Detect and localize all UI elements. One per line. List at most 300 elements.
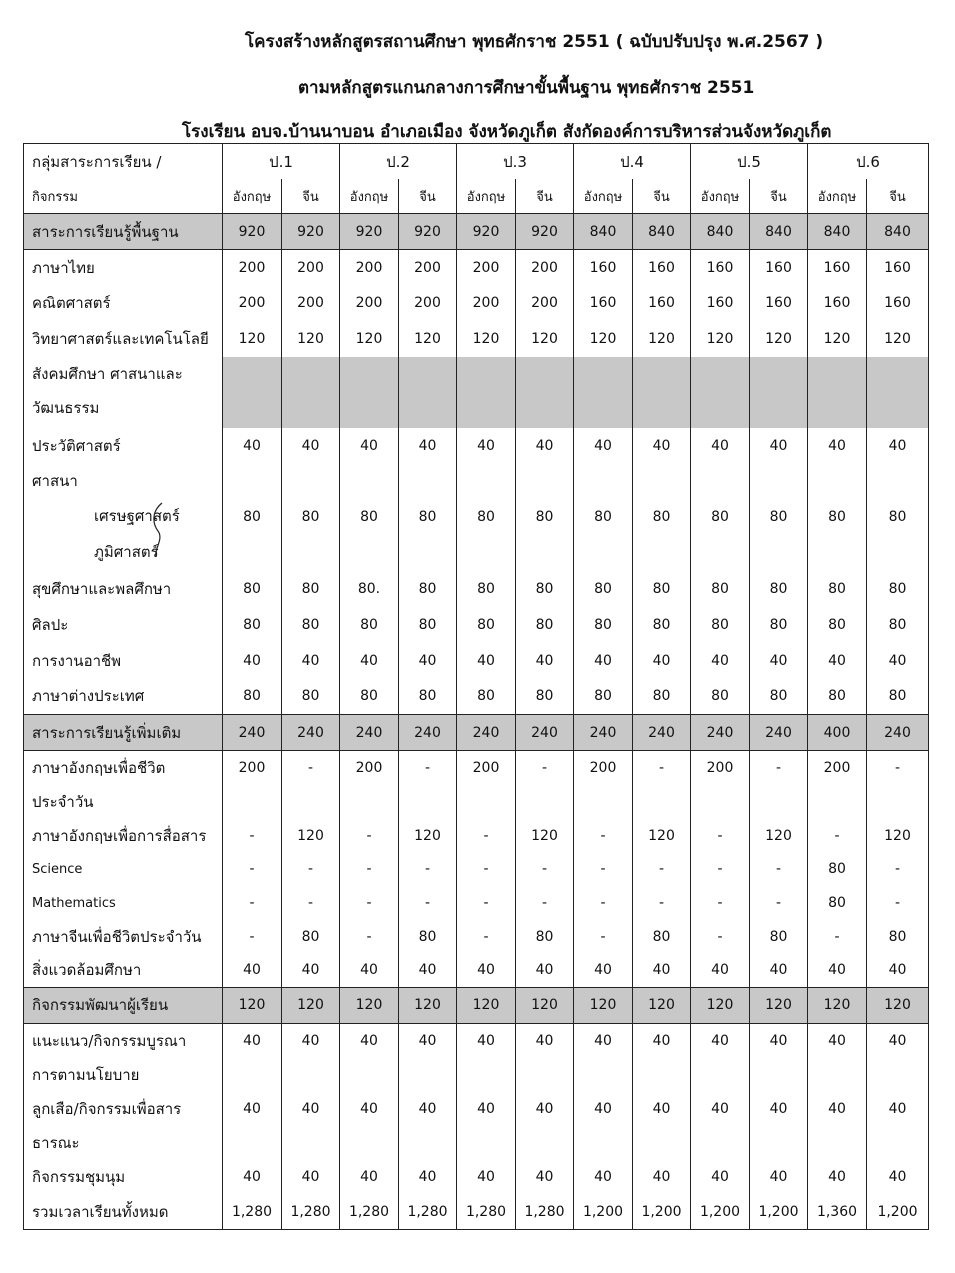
value-cell: 40 bbox=[223, 428, 282, 464]
value-cell: - bbox=[399, 751, 457, 820]
value-cell: 120 bbox=[867, 321, 929, 357]
value-cell: 80 bbox=[516, 464, 574, 571]
value-cell: 200 bbox=[282, 286, 340, 321]
value-cell: 840 bbox=[691, 214, 750, 250]
value-cell: 1,280 bbox=[223, 1195, 282, 1230]
value-cell: 80 bbox=[808, 886, 867, 920]
row-label bbox=[24, 751, 223, 820]
table-row bbox=[24, 1092, 929, 1160]
value-cell: - bbox=[633, 852, 691, 886]
value-cell: 160 bbox=[633, 286, 691, 321]
value-cell: 40 bbox=[808, 1160, 867, 1195]
value-cell: 40 bbox=[867, 954, 929, 987]
value-cell: 1,200 bbox=[633, 1195, 691, 1230]
value-cell: 40 bbox=[516, 954, 574, 987]
value-cell: 80 bbox=[457, 607, 516, 643]
grade-header: ป.5 bbox=[691, 144, 808, 180]
value-cell: - bbox=[223, 819, 282, 852]
value-cell: 80 bbox=[867, 464, 929, 571]
value-cell: 1,280 bbox=[282, 1195, 340, 1230]
value-cell: 120 bbox=[399, 987, 457, 1023]
value-cell: - bbox=[282, 852, 340, 886]
value-cell: 40 bbox=[340, 954, 399, 987]
value-cell: 40 bbox=[574, 1092, 633, 1160]
value-cell: 80 bbox=[457, 464, 516, 571]
value-cell: 200 bbox=[340, 751, 399, 820]
value-cell: 80 bbox=[633, 571, 691, 607]
value-cell: 40 bbox=[691, 643, 750, 679]
row-label bbox=[24, 987, 223, 1023]
value-cell: 40 bbox=[574, 428, 633, 464]
value-cell: 80 bbox=[223, 571, 282, 607]
value-cell: 40 bbox=[691, 1023, 750, 1092]
value-cell: - bbox=[574, 886, 633, 920]
value-cell: - bbox=[340, 920, 399, 954]
value-cell: 40 bbox=[691, 1092, 750, 1160]
value-cell: 40 bbox=[633, 1092, 691, 1160]
table-row bbox=[24, 751, 929, 820]
value-cell: 1,200 bbox=[691, 1195, 750, 1230]
value-cell: - bbox=[516, 852, 574, 886]
value-cell: 240 bbox=[633, 715, 691, 751]
value-cell: 160 bbox=[750, 250, 808, 286]
value-cell: - bbox=[808, 920, 867, 954]
value-cell: 120 bbox=[867, 819, 929, 852]
value-cell bbox=[750, 357, 808, 428]
row-label-text: วิทยาศาสตร์และเทคโนโลยี bbox=[32, 329, 209, 348]
value-cell: 40 bbox=[516, 1092, 574, 1160]
value-cell: 40 bbox=[282, 1092, 340, 1160]
value-cell: 160 bbox=[867, 286, 929, 321]
value-cell: 240 bbox=[867, 715, 929, 751]
value-cell: 80 bbox=[516, 679, 574, 715]
curriculum-table bbox=[23, 143, 929, 1230]
value-cell: 240 bbox=[750, 715, 808, 751]
track-header: จีน bbox=[399, 179, 457, 214]
value-cell: 160 bbox=[867, 250, 929, 286]
value-cell: 80 bbox=[691, 679, 750, 715]
value-cell: 80 bbox=[808, 607, 867, 643]
value-cell: 80 bbox=[808, 679, 867, 715]
table-row bbox=[24, 250, 929, 286]
value-cell: 40 bbox=[574, 954, 633, 987]
value-cell: 1,280 bbox=[457, 1195, 516, 1230]
value-cell: 1,200 bbox=[750, 1195, 808, 1230]
table-body bbox=[24, 144, 929, 1230]
value-cell: 160 bbox=[750, 286, 808, 321]
row-label bbox=[24, 428, 223, 464]
table-row bbox=[24, 1160, 929, 1195]
value-cell: 80 bbox=[399, 571, 457, 607]
value-cell: 40 bbox=[223, 1092, 282, 1160]
value-cell: 80 bbox=[574, 464, 633, 571]
row-label bbox=[24, 1092, 223, 1160]
value-cell: 40 bbox=[282, 643, 340, 679]
row-label bbox=[24, 643, 223, 679]
value-cell: 200 bbox=[340, 286, 399, 321]
value-cell: 1,360 bbox=[808, 1195, 867, 1230]
value-cell: - bbox=[633, 886, 691, 920]
value-cell: 80 bbox=[691, 464, 750, 571]
value-cell: - bbox=[691, 819, 750, 852]
value-cell: 80 bbox=[808, 852, 867, 886]
value-cell: 40 bbox=[457, 1092, 516, 1160]
value-cell bbox=[691, 357, 750, 428]
value-cell: 40 bbox=[340, 428, 399, 464]
value-cell bbox=[574, 357, 633, 428]
row-label-text: สาระการเรียนรู้เพิ่มเติม bbox=[32, 723, 182, 742]
value-cell: 80 bbox=[574, 607, 633, 643]
value-cell: 240 bbox=[516, 715, 574, 751]
value-cell: 80 bbox=[867, 920, 929, 954]
table-row bbox=[24, 954, 929, 987]
value-cell: 40 bbox=[867, 428, 929, 464]
value-cell: 40 bbox=[282, 1023, 340, 1092]
value-cell bbox=[516, 357, 574, 428]
row-label bbox=[24, 954, 223, 987]
value-cell: 40 bbox=[808, 1023, 867, 1092]
value-cell: 40 bbox=[457, 643, 516, 679]
value-cell: 40 bbox=[808, 1092, 867, 1160]
row-label bbox=[24, 679, 223, 715]
value-cell: 40 bbox=[750, 643, 808, 679]
row-label-text: สาระการเรียนรู้พื้นฐาน bbox=[32, 222, 179, 241]
value-cell: 200 bbox=[457, 751, 516, 820]
title-line-3: โรงเรียน อบจ.บ้านนาบอน อำเภอเมือง จังหวัดภูเก็ต สังกัดองค์การบริหารส่วนจังหวัดภูเก็ต bbox=[182, 122, 832, 142]
value-cell: 40 bbox=[633, 1160, 691, 1195]
value-cell: 40 bbox=[808, 954, 867, 987]
value-cell: - bbox=[457, 920, 516, 954]
value-cell: 1,280 bbox=[516, 1195, 574, 1230]
value-cell bbox=[340, 357, 399, 428]
value-cell: 400 bbox=[808, 715, 867, 751]
row-label bbox=[24, 819, 223, 852]
row-label bbox=[24, 1023, 223, 1092]
track-header: อังกฤษ bbox=[223, 179, 282, 214]
value-cell: 80 bbox=[750, 571, 808, 607]
value-cell: 40 bbox=[223, 1023, 282, 1092]
row-label-text: แนะแนว/กิจกรรมบูรณาการตามนโยบาย bbox=[32, 1031, 187, 1084]
value-cell: 200 bbox=[457, 250, 516, 286]
value-cell: 120 bbox=[574, 987, 633, 1023]
value-cell: 80 bbox=[633, 679, 691, 715]
value-cell: 80 bbox=[340, 607, 399, 643]
value-cell: 240 bbox=[399, 715, 457, 751]
value-cell: - bbox=[399, 886, 457, 920]
value-cell: 120 bbox=[750, 321, 808, 357]
value-cell: - bbox=[691, 886, 750, 920]
value-cell: 120 bbox=[633, 987, 691, 1023]
value-cell: - bbox=[574, 852, 633, 886]
track-header: อังกฤษ bbox=[574, 179, 633, 214]
table-row bbox=[24, 357, 929, 428]
value-cell: 40 bbox=[223, 643, 282, 679]
row-label-text: การงานอาชีพ bbox=[32, 651, 122, 670]
value-cell bbox=[867, 357, 929, 428]
track-header: อังกฤษ bbox=[457, 179, 516, 214]
value-cell: 200 bbox=[399, 286, 457, 321]
section-row bbox=[24, 715, 929, 751]
value-cell: 40 bbox=[399, 954, 457, 987]
corner-label-1: กลุ่มสาระการเรียน / bbox=[24, 144, 223, 180]
value-cell: 40 bbox=[282, 954, 340, 987]
value-cell: - bbox=[223, 886, 282, 920]
value-cell: 40 bbox=[750, 1092, 808, 1160]
row-label bbox=[24, 886, 223, 920]
value-cell: 200 bbox=[457, 286, 516, 321]
value-cell: 80 bbox=[399, 679, 457, 715]
value-cell: 120 bbox=[633, 321, 691, 357]
row-label-text: ภาษาอังกฤษเพื่อชีวิตประจำวัน bbox=[32, 759, 166, 811]
value-cell: 840 bbox=[750, 214, 808, 250]
value-cell: 80 bbox=[633, 464, 691, 571]
value-cell: 40 bbox=[282, 1160, 340, 1195]
value-cell: - bbox=[750, 751, 808, 820]
row-label-text: คณิตศาสตร์ bbox=[32, 294, 111, 312]
value-cell: 40 bbox=[633, 954, 691, 987]
row-label-text: Mathematics bbox=[32, 895, 116, 911]
value-cell: 120 bbox=[340, 987, 399, 1023]
handwritten-bracket-mark bbox=[150, 501, 166, 559]
value-cell: 40 bbox=[867, 1092, 929, 1160]
row-label-text: ภาษาต่างประเทศ bbox=[32, 687, 145, 706]
table-row bbox=[24, 886, 929, 920]
row-label-text: สังคมศึกษา ศาสนาและวัฒนธรรม bbox=[32, 364, 183, 417]
value-cell: 80 bbox=[223, 607, 282, 643]
value-cell: - bbox=[340, 886, 399, 920]
value-cell: 40 bbox=[457, 1023, 516, 1092]
value-cell: 200 bbox=[808, 751, 867, 820]
value-cell: 40 bbox=[457, 1160, 516, 1195]
row-label-text: ภาษาจีนเพื่อชีวิตประจำวัน bbox=[32, 928, 202, 946]
value-cell: 40 bbox=[457, 954, 516, 987]
value-cell: 160 bbox=[633, 250, 691, 286]
value-cell: 120 bbox=[457, 321, 516, 357]
value-cell: 200 bbox=[691, 751, 750, 820]
value-cell: 120 bbox=[750, 819, 808, 852]
value-cell: 120 bbox=[691, 321, 750, 357]
value-cell: 40 bbox=[691, 954, 750, 987]
value-cell: - bbox=[750, 852, 808, 886]
value-cell: 40 bbox=[750, 1023, 808, 1092]
row-label-main: ศาสนา bbox=[32, 471, 78, 490]
value-cell: 120 bbox=[399, 321, 457, 357]
value-cell: 40 bbox=[282, 428, 340, 464]
row-label-text: สุขศึกษาและพลศึกษา bbox=[32, 579, 172, 598]
value-cell: 40 bbox=[516, 1023, 574, 1092]
value-cell: 40 bbox=[691, 428, 750, 464]
row-label-text: สิ่งแวดล้อมศึกษา bbox=[32, 961, 142, 980]
value-cell: - bbox=[808, 819, 867, 852]
value-cell: - bbox=[574, 819, 633, 852]
grade-header: ป.1 bbox=[223, 144, 340, 180]
value-cell: 1,200 bbox=[867, 1195, 929, 1230]
value-cell: 40 bbox=[867, 1160, 929, 1195]
value-cell: 80 bbox=[282, 920, 340, 954]
header-row-grades bbox=[24, 144, 929, 180]
grade-header: ป.2 bbox=[340, 144, 457, 180]
value-cell: 40 bbox=[457, 428, 516, 464]
track-header: อังกฤษ bbox=[691, 179, 750, 214]
title-line-1: โครงสร้างหลักสูตรสถานศึกษา พุทธศักราช 2551 ( ฉบับปรับปรุง พ.ศ.2567 ) bbox=[245, 32, 824, 52]
value-cell: 200 bbox=[223, 286, 282, 321]
grade-header: ป.4 bbox=[574, 144, 691, 180]
value-cell: 920 bbox=[516, 214, 574, 250]
value-cell bbox=[808, 357, 867, 428]
value-cell: 80 bbox=[750, 679, 808, 715]
value-cell: 80 bbox=[691, 607, 750, 643]
table-row bbox=[24, 819, 929, 852]
value-cell: 80 bbox=[457, 571, 516, 607]
value-cell: 40 bbox=[399, 1092, 457, 1160]
value-cell: - bbox=[223, 852, 282, 886]
value-cell: 160 bbox=[574, 250, 633, 286]
value-cell: 120 bbox=[516, 987, 574, 1023]
value-cell: 40 bbox=[340, 643, 399, 679]
table-row bbox=[24, 321, 929, 357]
value-cell: 40 bbox=[750, 1160, 808, 1195]
value-cell: 40 bbox=[399, 1160, 457, 1195]
row-label bbox=[24, 852, 223, 886]
value-cell: 40 bbox=[399, 1023, 457, 1092]
row-sublabel: ภูมิศาสตร์ bbox=[94, 542, 159, 561]
value-cell: 80. bbox=[340, 571, 399, 607]
row-label bbox=[24, 214, 223, 250]
value-cell: 240 bbox=[282, 715, 340, 751]
value-cell: 840 bbox=[574, 214, 633, 250]
value-cell: 840 bbox=[808, 214, 867, 250]
value-cell: 80 bbox=[633, 920, 691, 954]
value-cell: 80 bbox=[282, 571, 340, 607]
value-cell: 80 bbox=[282, 607, 340, 643]
row-sublabel: เศรษฐศาสตร์ bbox=[94, 506, 180, 525]
value-cell: 40 bbox=[340, 1092, 399, 1160]
row-label-text: กิจกรรมพัฒนาผู้เรียน bbox=[32, 996, 169, 1014]
table-row bbox=[24, 428, 929, 464]
value-cell: 40 bbox=[223, 1160, 282, 1195]
value-cell: - bbox=[633, 751, 691, 820]
value-cell: - bbox=[457, 819, 516, 852]
section-row bbox=[24, 214, 929, 250]
track-header: อังกฤษ bbox=[340, 179, 399, 214]
row-label bbox=[24, 920, 223, 954]
value-cell: 200 bbox=[340, 250, 399, 286]
value-cell: 40 bbox=[633, 643, 691, 679]
value-cell: 40 bbox=[516, 1160, 574, 1195]
row-label-text: ภาษาไทย bbox=[32, 258, 95, 277]
value-cell: 240 bbox=[340, 715, 399, 751]
value-cell: 240 bbox=[574, 715, 633, 751]
value-cell: 80 bbox=[399, 464, 457, 571]
value-cell: - bbox=[867, 751, 929, 820]
value-cell: - bbox=[691, 920, 750, 954]
value-cell: 160 bbox=[808, 250, 867, 286]
value-cell: 80 bbox=[691, 571, 750, 607]
value-cell: 80 bbox=[516, 920, 574, 954]
value-cell: - bbox=[282, 886, 340, 920]
value-cell: 80 bbox=[633, 607, 691, 643]
value-cell: 120 bbox=[516, 321, 574, 357]
value-cell: - bbox=[399, 852, 457, 886]
value-cell: 200 bbox=[223, 250, 282, 286]
value-cell: 200 bbox=[516, 286, 574, 321]
value-cell: 120 bbox=[516, 819, 574, 852]
value-cell: 240 bbox=[457, 715, 516, 751]
value-cell: - bbox=[867, 886, 929, 920]
value-cell: 40 bbox=[750, 954, 808, 987]
table-row bbox=[24, 286, 929, 321]
value-cell: 120 bbox=[223, 987, 282, 1023]
value-cell: 200 bbox=[282, 250, 340, 286]
row-label bbox=[24, 464, 223, 571]
value-cell: 40 bbox=[223, 954, 282, 987]
value-cell: 40 bbox=[574, 1160, 633, 1195]
value-cell: 80 bbox=[574, 679, 633, 715]
value-cell: 40 bbox=[633, 428, 691, 464]
row-label bbox=[24, 250, 223, 286]
value-cell: 240 bbox=[223, 715, 282, 751]
value-cell: 120 bbox=[340, 321, 399, 357]
value-cell: 1,280 bbox=[399, 1195, 457, 1230]
grade-header: ป.6 bbox=[808, 144, 929, 180]
value-cell: 120 bbox=[691, 987, 750, 1023]
row-label bbox=[24, 357, 223, 428]
value-cell: 80 bbox=[223, 464, 282, 571]
track-header: จีน bbox=[516, 179, 574, 214]
value-cell: 40 bbox=[516, 643, 574, 679]
value-cell: - bbox=[457, 886, 516, 920]
value-cell: 120 bbox=[867, 987, 929, 1023]
value-cell: 40 bbox=[399, 428, 457, 464]
value-cell: 40 bbox=[633, 1023, 691, 1092]
value-cell: 80 bbox=[516, 607, 574, 643]
value-cell: 80 bbox=[282, 679, 340, 715]
value-cell: 40 bbox=[750, 428, 808, 464]
table-row bbox=[24, 607, 929, 643]
row-label bbox=[24, 607, 223, 643]
header-row-tracks bbox=[24, 179, 929, 214]
value-cell: 80 bbox=[282, 464, 340, 571]
title-line-2: ตามหลักสูตรแกนกลางการศึกษาขั้นพื้นฐาน พุทธศักราช 2551 bbox=[298, 78, 755, 98]
value-cell: 920 bbox=[282, 214, 340, 250]
value-cell: 120 bbox=[282, 819, 340, 852]
value-cell: 80 bbox=[750, 607, 808, 643]
value-cell bbox=[223, 357, 282, 428]
value-cell: 80 bbox=[750, 464, 808, 571]
value-cell: 80 bbox=[516, 571, 574, 607]
value-cell: 920 bbox=[399, 214, 457, 250]
value-cell: 200 bbox=[399, 250, 457, 286]
value-cell: 160 bbox=[808, 286, 867, 321]
value-cell: 120 bbox=[457, 987, 516, 1023]
value-cell: 80 bbox=[574, 571, 633, 607]
row-label bbox=[24, 1195, 223, 1230]
row-label-text: รวมเวลาเรียนทั้งหมด bbox=[32, 1202, 169, 1221]
corner-label-2: กิจกรรม bbox=[24, 179, 223, 214]
value-cell: 200 bbox=[516, 250, 574, 286]
row-label bbox=[24, 1160, 223, 1195]
value-cell: 920 bbox=[223, 214, 282, 250]
value-cell: - bbox=[750, 886, 808, 920]
value-cell: - bbox=[516, 886, 574, 920]
table-row bbox=[24, 852, 929, 886]
value-cell: - bbox=[867, 852, 929, 886]
row-label-text: ประวัติศาสตร์ bbox=[32, 436, 121, 455]
row-label-text: Science bbox=[32, 861, 83, 877]
value-cell: 80 bbox=[340, 464, 399, 571]
value-cell: 40 bbox=[574, 1023, 633, 1092]
table-row bbox=[24, 920, 929, 954]
